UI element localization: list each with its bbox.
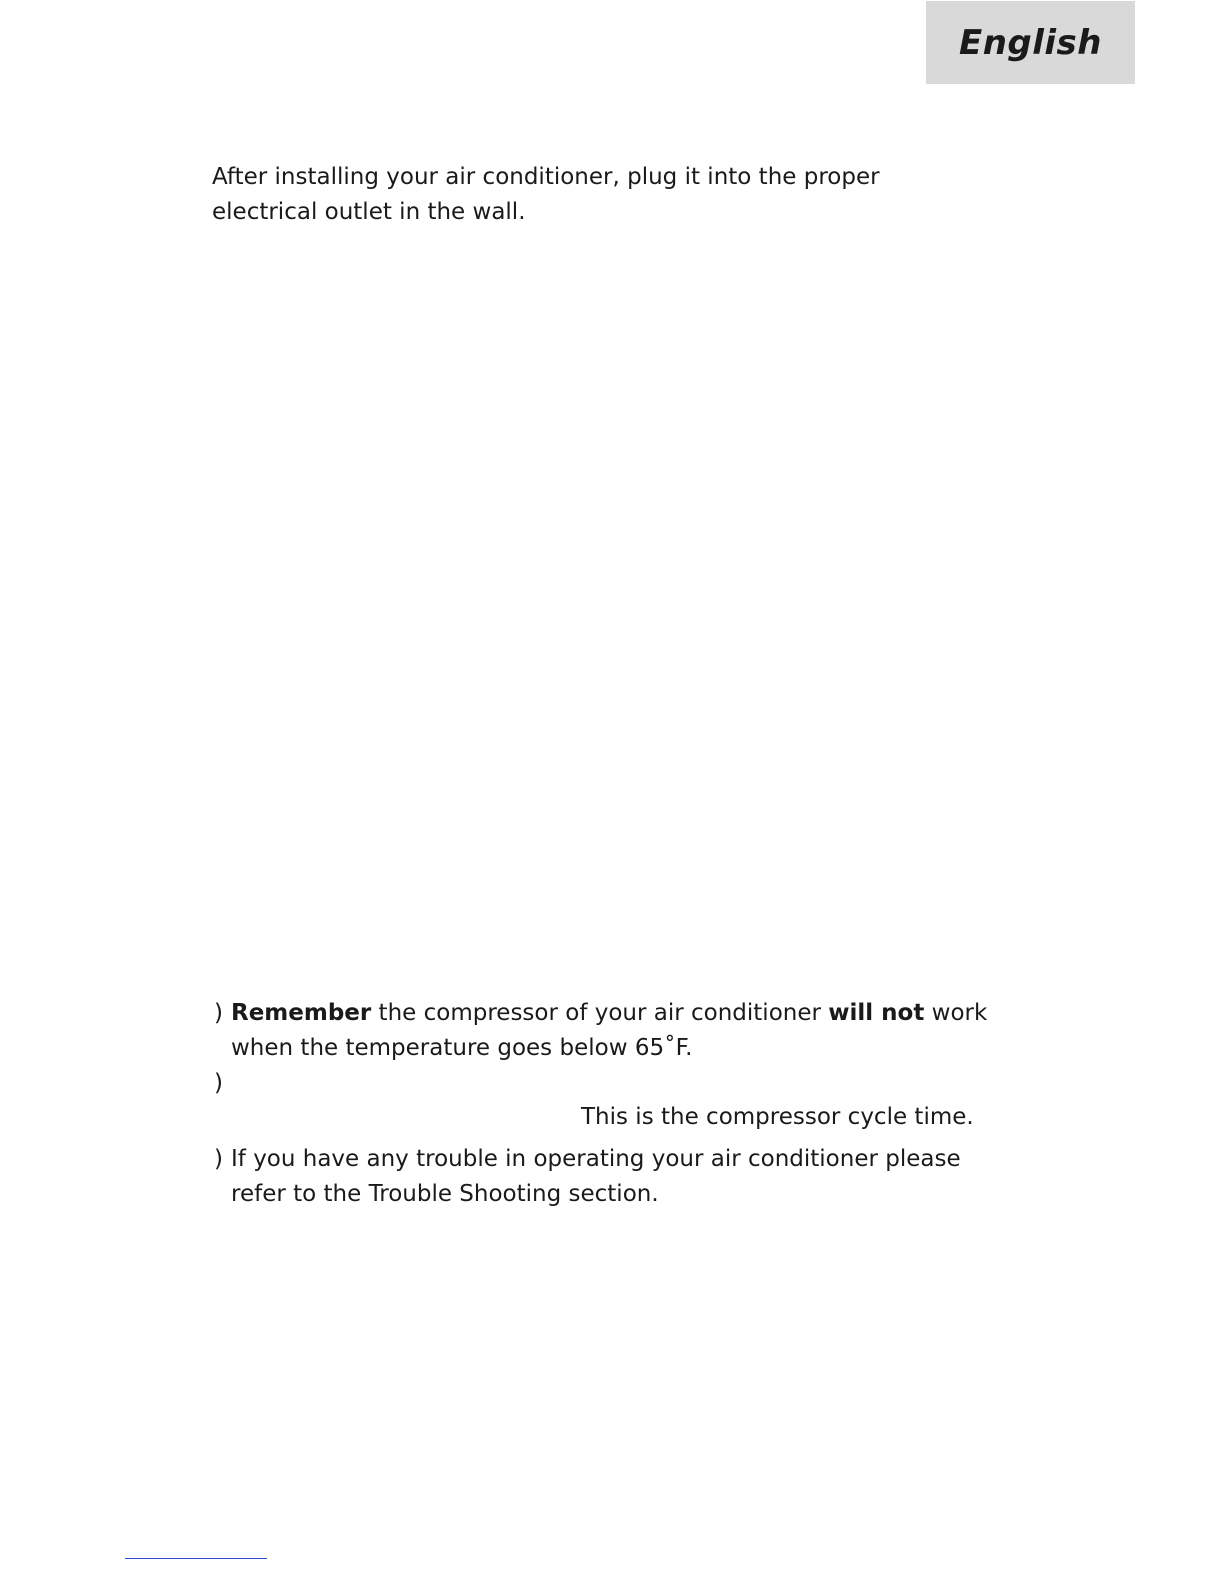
note-compressor-temperature [212,996,1012,1066]
note-text: If you have any trouble in operating your air conditioner please refer to the Trouble Shooting section. [231,1146,961,1207]
note-text: This is the compressor cycle time. [581,1104,974,1130]
bullet-marker: ) [214,1070,223,1096]
note-compressor-cycle [212,1066,1012,1136]
language-label: English [958,22,1103,63]
notes-list [212,996,1012,1212]
note-troubleshooting [212,1142,1012,1212]
note-text: work when the temperature goes below 65˚F. [231,1000,988,1061]
bullet-marker: ) [214,1000,223,1026]
intro-paragraph: After installing your air conditioner, plug it into the proper electrical outlet in the wall. [212,164,880,225]
note-emphasis-remember: Remember [231,1000,372,1026]
bullet-marker: ) [214,1146,223,1172]
note-text: the compressor of your air conditioner [371,1000,829,1026]
footer-divider [125,1558,267,1559]
language-tab [926,1,1135,84]
note-emphasis-will-not: will not [828,1000,925,1026]
